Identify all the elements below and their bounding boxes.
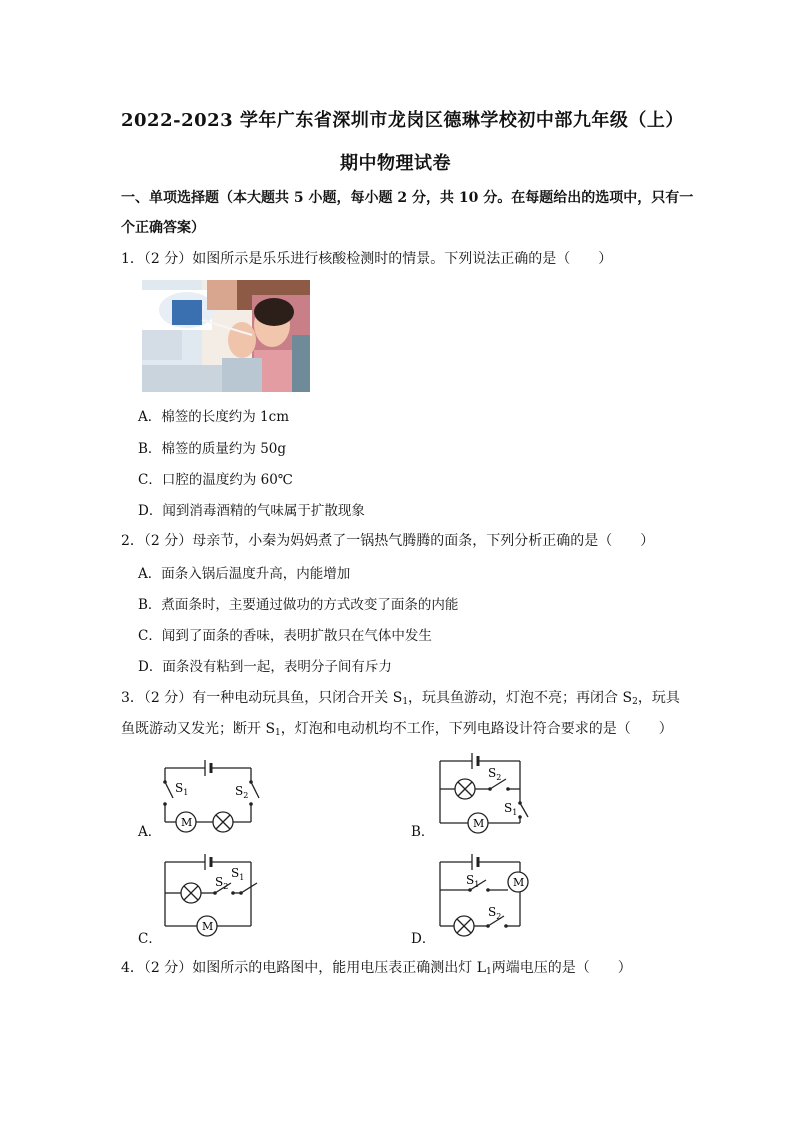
section-heading-cont: 个正确答案） [121, 220, 205, 236]
motor-label: M [181, 816, 193, 829]
page-subtitle: 期中物理试卷 [340, 153, 451, 174]
section-heading: 一、单项选择题（本大题共 5 小题，每小题 2 分，共 10 分。在每题给出的选项中，只有一 [121, 190, 694, 206]
question-1-option-a: A．棉签的长度约为 1cm [138, 409, 289, 425]
question-2-option-c: C．闻到了面条的香味，表明扩散只在气体中发生 [138, 628, 432, 644]
switch-s1-label: $S_1$ [466, 873, 480, 889]
question-3-stem-cont: 鱼既游动又发光；断开 $S_1$，灯泡和电动机均不工作，下列电路设计符合要求的是（ ） [121, 721, 673, 738]
question-1-option-b: B．棉签的质量约为 50g [138, 441, 287, 457]
switch-s1-label: $S_1$ [231, 866, 245, 882]
switch-s1-label: $S_1$ [175, 781, 189, 797]
page-title: 2022-2023 学年广东省深圳市龙岗区德琳学校初中部九年级（上） [121, 110, 684, 131]
circuit-diagram-a [155, 752, 265, 838]
circuit-diagram-b [430, 745, 535, 840]
switch-s2-label: $S_2$ [235, 784, 249, 800]
question-2-option-a: A．面条入锅后温度升高，内能增加 [138, 566, 351, 582]
nucleic-acid-test-photo [142, 280, 310, 392]
question-2-stem: 2．（2 分）母亲节，小秦为妈妈煮了一锅热气腾腾的面条，下列分析正确的是（ ） [121, 533, 655, 549]
question-2-option-d: D．面条没有粘到一起，表明分子间有斥力 [138, 659, 392, 675]
question-4-stem: 4．（2 分）如图所示的电路图中，能用电压表正确测出灯 $L_1$两端电压的是（ ） [121, 960, 632, 977]
question-2-option-b: B．煮面条时，主要通过做功的方式改变了面条的内能 [138, 597, 459, 613]
question-3-option-d-label: D． [411, 931, 436, 947]
question-1-option-d: D．闻到消毒酒精的气味属于扩散现象 [138, 503, 365, 519]
switch-s2-label: $S_2$ [488, 766, 502, 782]
question-3-option-a-label: A． [138, 824, 162, 840]
switch-s2-label: $S_2$ [215, 875, 229, 891]
question-1-option-c: C．口腔的温度约为 60℃ [138, 472, 293, 488]
motor-label: M [202, 920, 214, 933]
question-3-option-b-label: B． [411, 824, 435, 840]
circuit-diagram-c [155, 850, 265, 942]
question-3-option-c-label: C． [138, 931, 162, 947]
question-3-stem: 3．（2 分）有一种电动玩具鱼，只闭合开关 $S_1$，玩具鱼游动，灯泡不亮；再闭合 $S_2$，玩具 [121, 690, 680, 707]
switch-s2-label: $S_2$ [488, 905, 502, 921]
circuit-diagram-d [430, 850, 535, 942]
motor-label: M [513, 876, 525, 889]
motor-label: M [473, 817, 485, 830]
question-1-stem: 1．（2 分）如图所示是乐乐进行核酸检测时的情景。下列说法正确的是（ ） [121, 251, 613, 267]
switch-s1-label: $S_1$ [504, 801, 518, 817]
